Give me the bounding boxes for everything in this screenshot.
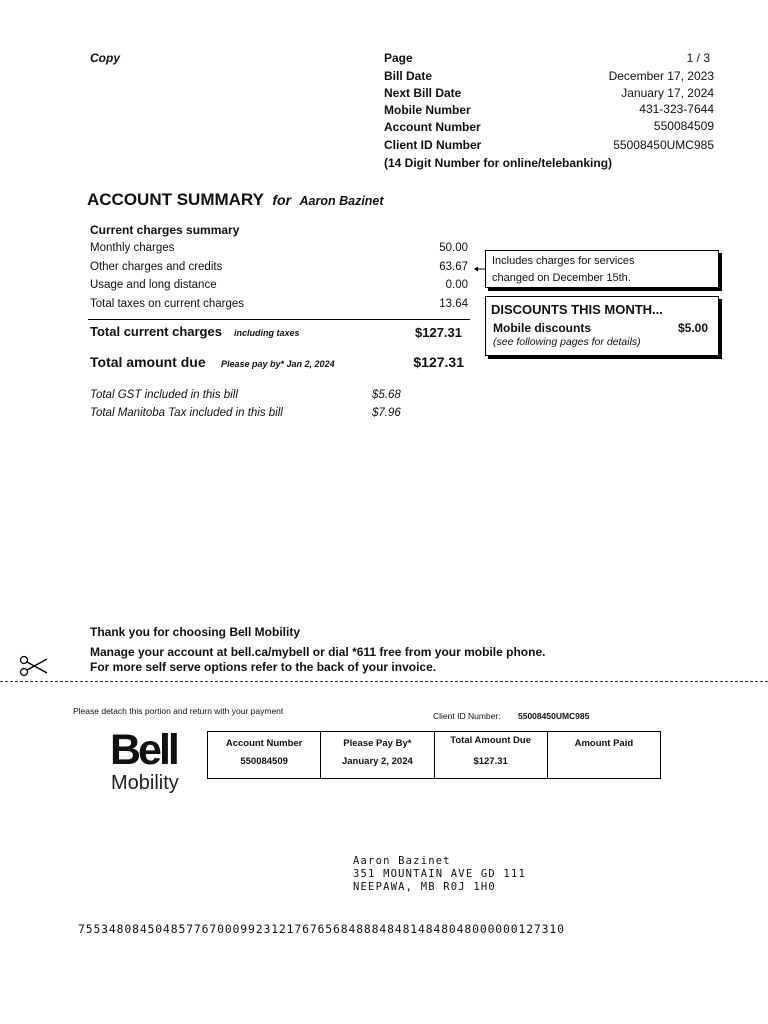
- address-line1: Aaron Bazinet: [353, 855, 451, 867]
- client-id-note: (14 Digit Number for online/telebanking): [384, 156, 613, 170]
- stub-account-number-cell: [208, 732, 321, 778]
- monthly-charges-label: Monthly charges: [90, 242, 175, 254]
- current-charges-title: Current charges summary: [90, 223, 240, 237]
- payment-stub-table: [207, 731, 661, 779]
- stub-pay-by-value: January 2, 2024: [341, 756, 413, 767]
- stub-total-due-head: Total Amount Due: [450, 735, 531, 746]
- bill-date-value: December 17, 2023: [608, 69, 714, 83]
- stub-pay-by-head: Please Pay By*: [343, 738, 412, 749]
- mailing-address: [353, 855, 526, 894]
- stub-total-due-cell: [435, 732, 548, 778]
- next-bill-date-label: Next Bill Date: [384, 86, 462, 100]
- stub-amount-paid-head: Amount Paid: [574, 738, 634, 749]
- monthly-charges-value: 50.00: [439, 242, 468, 254]
- gst-label: Total GST included in this bill: [90, 389, 238, 401]
- client-id-value: 55008450UMC985: [613, 138, 714, 152]
- summary-divider: [88, 319, 470, 320]
- discounts-note: (see following pages for details): [493, 336, 641, 348]
- ocr-scan-line: 755348084504857767000992312176765684888484814848048000000127310: [78, 922, 565, 936]
- total-current-label: Total current charges: [90, 324, 222, 339]
- customer-name: Aaron Bazinet: [299, 194, 384, 208]
- mobile-number-value: 431-323-7644: [639, 102, 714, 116]
- bill-date-label: Bill Date: [384, 69, 433, 83]
- total-current-value: $127.31: [415, 325, 462, 340]
- summary-for: for: [272, 192, 292, 208]
- page-label: Page: [384, 51, 413, 65]
- discounts-title: DISCOUNTS THIS MONTH...: [491, 302, 663, 317]
- usage-label: Usage and long distance: [90, 279, 217, 291]
- stub-total-due-value: $127.31: [473, 756, 508, 767]
- mb-tax-value: $7.96: [372, 407, 401, 419]
- stub-client-id-value: 55008450UMC985: [518, 711, 590, 721]
- stub-pay-by-cell: [321, 732, 434, 778]
- usage-value: 0.00: [445, 279, 468, 291]
- summary-title: ACCOUNT SUMMARY: [87, 190, 264, 209]
- stub-account-number-value: 550084509: [240, 756, 288, 767]
- client-id-label: Client ID Number: [384, 138, 482, 152]
- other-charges-value: 63.67: [439, 261, 468, 273]
- account-number-value: 550084509: [653, 119, 714, 133]
- bell-mobility-logo: [110, 728, 179, 794]
- account-number-label: Account Number: [384, 120, 481, 134]
- detach-note: Please detach this portion and return with your payment: [73, 706, 284, 716]
- total-due-value: $127.31: [413, 354, 464, 370]
- services-note-line1: Includes charges for services: [492, 255, 635, 267]
- taxes-value: 13.64: [439, 298, 468, 310]
- logo-sub: Mobility: [111, 772, 179, 794]
- copy-label: Copy: [90, 51, 120, 65]
- including-taxes-note: including taxes: [234, 328, 300, 338]
- thank-you-line: Thank you for choosing Bell Mobility: [90, 625, 301, 639]
- total-due-label: Total amount due: [90, 354, 206, 370]
- services-note-box: [485, 250, 719, 288]
- services-note-line2: changed on December 15th.: [492, 272, 631, 284]
- mb-tax-label: Total Manitoba Tax included in this bill: [90, 407, 283, 419]
- stub-amount-paid-cell[interactable]: [548, 732, 660, 778]
- logo-main: Bell: [110, 726, 177, 774]
- account-summary-heading: [87, 190, 384, 210]
- address-line3: NEEPAWA, MB R0J 1H0: [353, 881, 496, 893]
- gst-value: $5.68: [372, 389, 401, 401]
- manage-account-line: Manage your account at bell.ca/mybell or dial *611 free from your mobile phone.: [90, 645, 546, 659]
- scissors-icon: [19, 655, 49, 682]
- discounts-box: [485, 296, 719, 356]
- next-bill-date-value: January 17, 2024: [621, 86, 714, 100]
- page-value: 1 / 3: [686, 51, 710, 65]
- taxes-label: Total taxes on current charges: [90, 298, 245, 310]
- stub-client-id-label: Client ID Number:: [433, 711, 501, 721]
- mobile-discounts-label: Mobile discounts: [493, 321, 592, 335]
- address-line2: 351 MOUNTAIN AVE GD 111: [353, 868, 526, 880]
- mobile-number-label: Mobile Number: [384, 103, 471, 117]
- mobile-discounts-value: $5.00: [677, 321, 708, 335]
- detach-cut-line: [0, 681, 768, 682]
- stub-account-number-head: Account Number: [225, 738, 303, 749]
- other-charges-label: Other charges and credits: [90, 261, 223, 273]
- self-serve-line: For more self serve options refer to the back of your invoice.: [90, 660, 437, 674]
- pay-by-note: Please pay by* Jan 2, 2024: [221, 359, 335, 369]
